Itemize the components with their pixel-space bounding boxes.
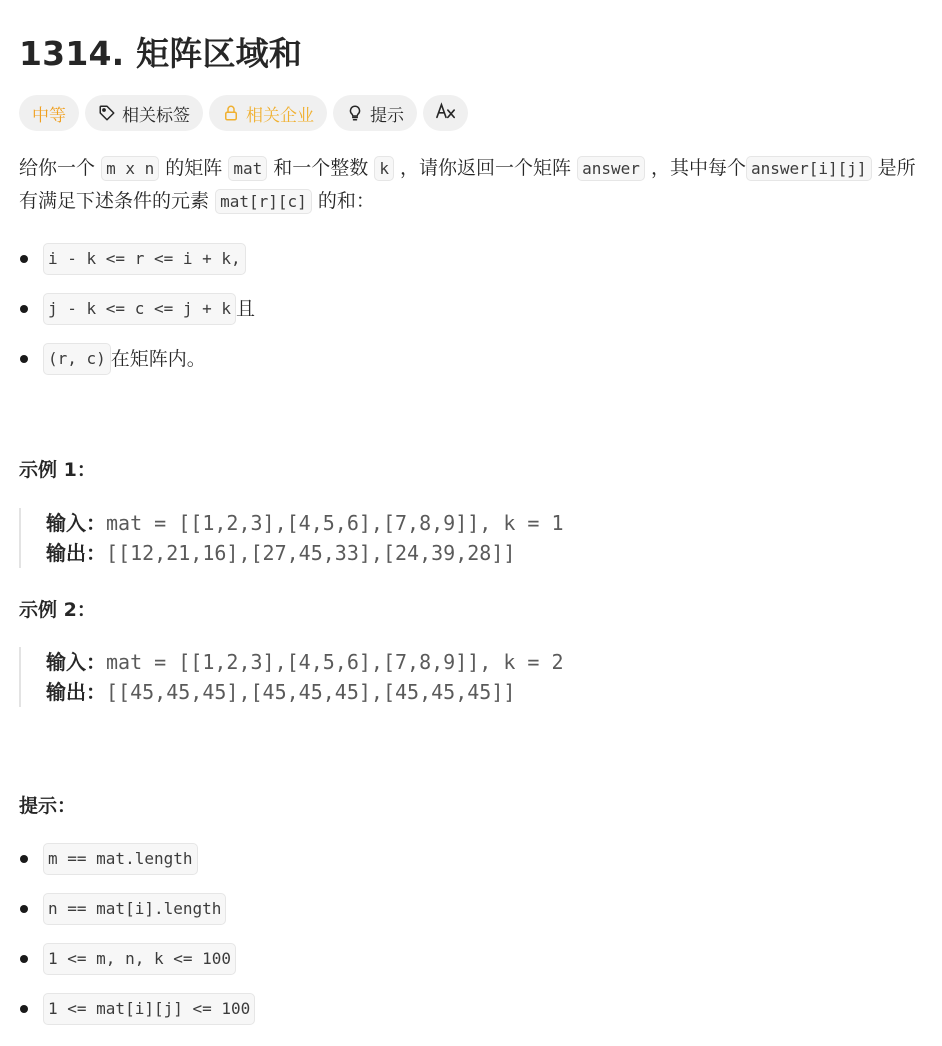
related-companies-button[interactable]: [209, 95, 327, 131]
difficulty-badge: [19, 95, 79, 131]
hint-label: 提示: [370, 105, 404, 126]
list-item-text: 在矩阵内。: [110, 348, 206, 370]
constraints-list: [19, 846, 255, 1046]
inline-code: i - k <= r <= i + k,: [43, 243, 246, 275]
inline-code: answer: [577, 156, 645, 181]
inline-code: n == mat[i].length: [43, 893, 226, 925]
example-output: [[12,21,16],[27,45,33],[24,39,28]]: [106, 541, 516, 565]
statement-text: 的和：: [317, 190, 375, 212]
inline-code: 1 <= mat[i][j] <= 100: [43, 993, 255, 1025]
inline-code: m x n: [101, 156, 159, 181]
example-2-block: [19, 647, 746, 707]
example-input: mat = [[1,2,3],[4,5,6],[7,8,9]], k = 2: [106, 650, 564, 674]
example-2-heading: 示例 2：: [19, 599, 96, 621]
output-label: 输出：: [46, 680, 106, 704]
statement-text: 和一个整数: [273, 157, 369, 179]
inline-code: answer[i][j]: [746, 156, 872, 181]
example-output: [[45,45,45],[45,45,45],[45,45,45]]: [106, 680, 516, 704]
inline-code: m == mat.length: [43, 843, 198, 875]
inline-code: j - k <= c <= j + k: [43, 293, 236, 325]
example-input: mat = [[1,2,3],[4,5,6],[7,8,9]], k = 1: [106, 511, 564, 535]
statement-text: ，请你返回一个矩阵: [400, 157, 572, 179]
translate-icon: [435, 101, 457, 126]
condition-list: [19, 246, 255, 396]
inline-code: k: [374, 156, 394, 181]
statement-text: 的矩阵: [165, 157, 223, 179]
hint-button[interactable]: [333, 95, 417, 131]
tag-icon: [98, 104, 116, 122]
example-1-block: [19, 508, 746, 568]
lightbulb-icon: [346, 104, 364, 122]
related-companies-label: 相关企业: [246, 105, 314, 126]
output-label: 输出：: [46, 541, 106, 565]
statement-text: 是所有满足下述条件的元素: [19, 157, 916, 212]
difficulty-label: 中等: [32, 105, 66, 126]
statement-text: 给你一个: [19, 157, 96, 179]
list-item-text: 且: [236, 298, 256, 320]
statement-text: ，其中每个: [650, 157, 746, 179]
related-topics-label: 相关标签: [122, 105, 190, 126]
list-item: [19, 996, 255, 1022]
list-item: [19, 246, 255, 272]
inline-code: 1 <= m, n, k <= 100: [43, 943, 236, 975]
input-label: 输入：: [46, 511, 106, 535]
inline-code: (r, c): [43, 343, 111, 375]
list-item: [19, 946, 255, 972]
input-label: 输入：: [46, 650, 106, 674]
list-item: [19, 346, 255, 372]
example-1-heading: 示例 1：: [19, 459, 96, 481]
inline-code: mat[r][c]: [215, 189, 312, 214]
list-item: [19, 846, 255, 872]
problem-title: 1314. 矩阵区域和: [19, 34, 303, 73]
constraints-heading: 提示：: [19, 795, 77, 817]
inline-code: mat: [228, 156, 267, 181]
problem-statement: [19, 152, 919, 218]
translate-button[interactable]: [423, 95, 468, 131]
related-topics-button[interactable]: [85, 95, 203, 131]
tag-bar: [19, 95, 468, 131]
list-item: [19, 896, 255, 922]
list-item: [19, 296, 255, 322]
lock-icon: [222, 104, 240, 122]
